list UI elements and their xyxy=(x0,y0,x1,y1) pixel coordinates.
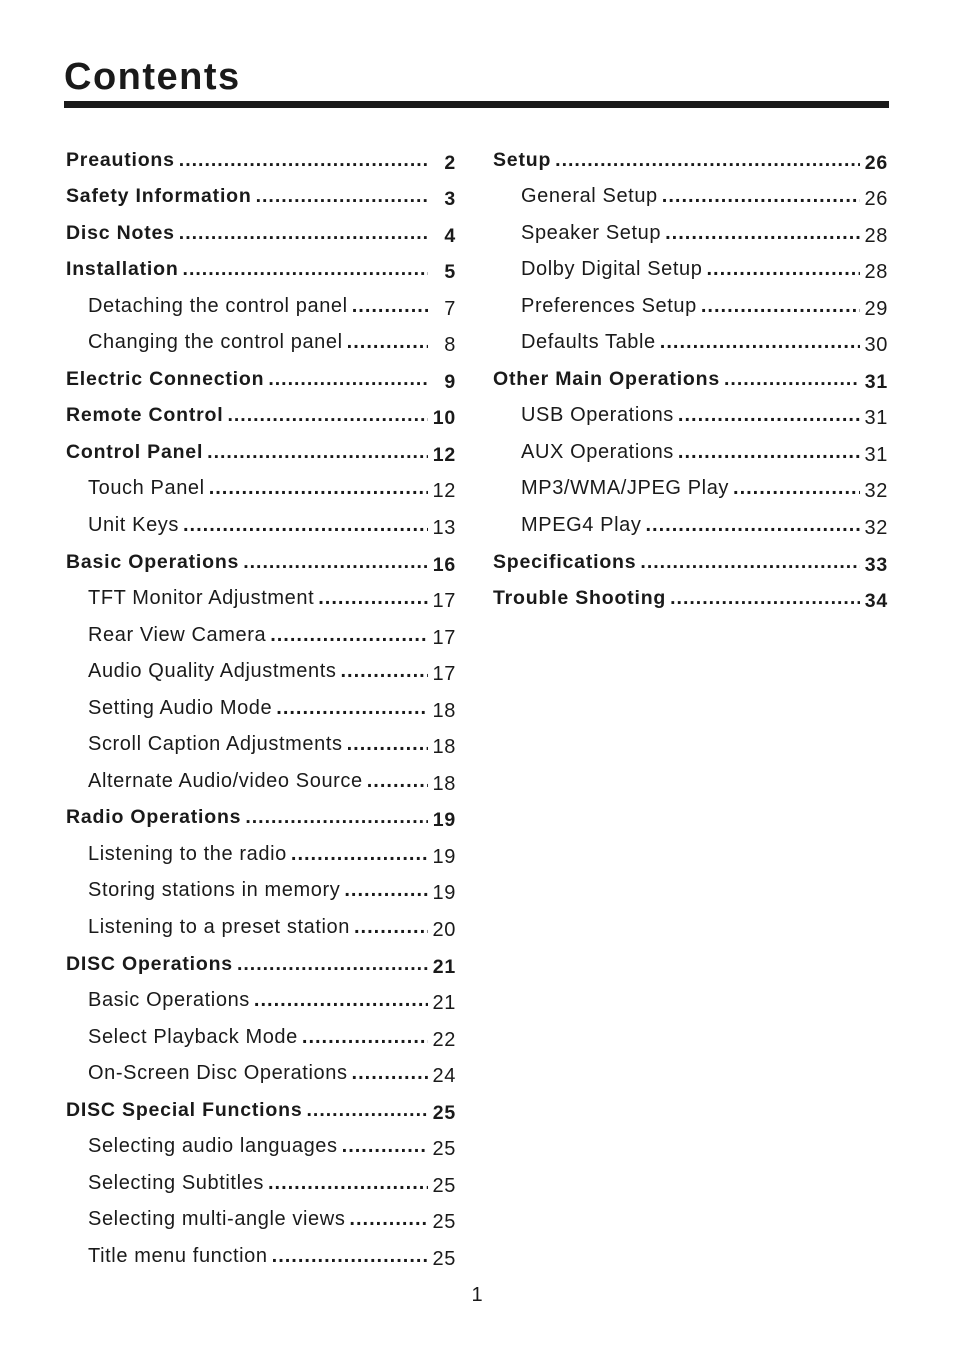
toc-entry[interactable] xyxy=(66,360,456,397)
toc-leader-dots xyxy=(272,1245,428,1268)
toc-entry[interactable] xyxy=(66,1164,456,1201)
toc-entry-label: Alternate Audio/video Source xyxy=(88,769,363,792)
toc-entry-label: Speaker Setup xyxy=(521,221,662,244)
toc-entry[interactable] xyxy=(493,251,888,288)
toc-entry-label: Defaults Table xyxy=(521,331,656,354)
toc-entry-label: Title menu function xyxy=(88,1244,268,1267)
toc-leader-dots xyxy=(227,404,428,427)
toc-leader-dots xyxy=(243,551,428,574)
toc-leader-dots xyxy=(207,441,428,464)
toc-entry[interactable] xyxy=(66,1091,456,1128)
toc-entry-page: 4 xyxy=(444,224,456,247)
page-title: Contents xyxy=(64,56,241,98)
toc-entry-page: 19 xyxy=(432,845,456,868)
toc-entry[interactable] xyxy=(493,506,888,543)
toc-entry-page: 2 xyxy=(444,151,456,174)
toc-entry[interactable] xyxy=(66,762,456,799)
toc-leader-dots xyxy=(645,514,860,537)
toc-entry-page: 21 xyxy=(432,955,456,978)
toc-leader-dots xyxy=(183,514,428,537)
toc-leader-dots xyxy=(660,331,860,354)
toc-entry-page: 34 xyxy=(864,590,888,613)
toc-leader-dots xyxy=(342,1135,428,1158)
toc-leader-dots xyxy=(344,879,428,902)
toc-entry-label: TFT Monitor Adjustment xyxy=(88,587,315,610)
toc-entry-label: Preferences Setup xyxy=(521,294,697,317)
toc-leader-dots xyxy=(183,258,428,281)
toc-leader-dots xyxy=(302,1026,428,1049)
toc-entry-label: Dolby Digital Setup xyxy=(521,258,703,281)
page-number: 1 xyxy=(471,1284,483,1306)
toc-entry-label: Selecting multi-angle views xyxy=(88,1208,346,1231)
toc-entry-label: Detaching the control panel xyxy=(88,294,348,317)
toc-entry-label: Other Main Operations xyxy=(493,367,720,390)
toc-entry-label: Storing stations in memory xyxy=(88,879,341,902)
toc-entry-page: 17 xyxy=(432,626,456,649)
toc-entry[interactable] xyxy=(66,178,456,215)
toc-entry-page: 17 xyxy=(432,663,456,686)
toc-leader-dots xyxy=(662,185,860,208)
toc-entry-label: Installation xyxy=(66,258,179,281)
toc-entry-page: 3 xyxy=(444,188,456,211)
toc-leader-dots xyxy=(179,222,428,245)
toc-entry-label: Preautions xyxy=(66,148,175,171)
toc-entry-page: 28 xyxy=(864,261,888,284)
toc-entry[interactable] xyxy=(66,945,456,982)
toc-entry[interactable] xyxy=(66,543,456,580)
toc-entry-page: 18 xyxy=(432,772,456,795)
toc-entry[interactable] xyxy=(493,287,888,324)
toc-entry-page: 31 xyxy=(864,407,888,430)
toc-leader-dots xyxy=(237,953,428,976)
toc-leader-dots xyxy=(209,477,428,500)
toc-leader-dots xyxy=(701,295,860,318)
toc-entry[interactable] xyxy=(66,506,456,543)
toc-entry-page: 30 xyxy=(864,334,888,357)
toc-entry-page: 33 xyxy=(864,553,888,576)
toc-entry-page: 18 xyxy=(432,736,456,759)
toc-entry[interactable] xyxy=(66,580,456,617)
toc-entry[interactable] xyxy=(493,141,888,178)
toc-entry[interactable] xyxy=(66,433,456,470)
toc-entry-label: DISC Special Functions xyxy=(66,1098,303,1121)
toc-entry[interactable] xyxy=(66,1128,456,1165)
toc-entry[interactable] xyxy=(66,1018,456,1055)
toc-entry-page: 31 xyxy=(864,443,888,466)
toc-leader-dots xyxy=(347,733,428,756)
toc-leader-dots xyxy=(306,1099,428,1122)
toc-entry-label: Radio Operations xyxy=(66,806,242,829)
toc-entry[interactable] xyxy=(66,214,456,251)
toc-entry-label: Electric Connection xyxy=(66,367,265,390)
toc-leader-dots xyxy=(678,441,860,464)
toc-leader-dots xyxy=(318,587,428,610)
toc-leader-dots xyxy=(268,368,428,391)
toc-entry[interactable] xyxy=(66,324,456,361)
toc-entry[interactable] xyxy=(66,1055,456,1092)
toc-entry-page: 28 xyxy=(864,224,888,247)
toc-leader-dots xyxy=(340,660,428,683)
toc-entry[interactable] xyxy=(66,689,456,726)
toc-entry-label: Setup xyxy=(493,148,552,171)
toc-entry-page: 25 xyxy=(432,1174,456,1197)
toc-leader-dots xyxy=(256,185,428,208)
toc-entry-page: 21 xyxy=(432,992,456,1015)
toc-entry-page: 7 xyxy=(444,297,456,320)
toc-entry-page: 5 xyxy=(444,261,456,284)
toc-entry-label: Unit Keys xyxy=(88,514,179,537)
toc-entry[interactable] xyxy=(493,324,888,361)
toc-entry-label: Scroll Caption Adjustments xyxy=(88,733,343,756)
toc-entry[interactable] xyxy=(493,543,888,580)
toc-leader-dots xyxy=(254,989,428,1012)
toc-leader-dots xyxy=(670,587,860,610)
toc-leader-dots xyxy=(347,331,428,354)
toc-entry[interactable] xyxy=(493,360,888,397)
toc-entry-page: 25 xyxy=(432,1101,456,1124)
toc-leader-dots xyxy=(678,404,860,427)
toc-entry-label: Listening to a preset station xyxy=(88,916,350,939)
toc-entry-label: Disc Notes xyxy=(66,221,175,244)
toc-entry-page: 19 xyxy=(432,809,456,832)
toc-entry-page: 18 xyxy=(432,699,456,722)
toc-entry-page: 25 xyxy=(432,1138,456,1161)
toc-entry-page: 9 xyxy=(444,370,456,393)
toc-entry-label: AUX Operations xyxy=(521,440,674,463)
toc-entry[interactable] xyxy=(66,1201,456,1238)
toc-entry[interactable] xyxy=(493,214,888,251)
toc-entry[interactable] xyxy=(66,470,456,507)
toc-entry-page: 13 xyxy=(432,517,456,540)
toc-leader-dots xyxy=(354,916,428,939)
toc-leader-dots xyxy=(245,806,428,829)
toc-entry-label: Setting Audio Mode xyxy=(88,696,273,719)
toc-entry[interactable] xyxy=(493,433,888,470)
toc-entry-page: 19 xyxy=(432,882,456,905)
toc-leader-dots xyxy=(268,1172,428,1195)
toc-entry[interactable] xyxy=(66,653,456,690)
toc-left-column xyxy=(66,141,456,1274)
toc-entry[interactable] xyxy=(493,470,888,507)
toc-entry-label: General Setup xyxy=(521,185,658,208)
toc-leader-dots xyxy=(291,843,428,866)
toc-entry-label: Rear View Camera xyxy=(88,623,267,646)
toc-leader-dots xyxy=(179,149,428,172)
toc-entry-label: Touch Panel xyxy=(88,477,205,500)
toc-entry-label: Specifications xyxy=(493,550,637,573)
toc-entry[interactable] xyxy=(66,1237,456,1274)
toc-entry-label: MP3/WMA/JPEG Play xyxy=(521,477,730,500)
toc-leader-dots xyxy=(349,1208,428,1231)
toc-leader-dots xyxy=(555,149,860,172)
toc-entry-label: DISC Operations xyxy=(66,952,233,975)
toc-leader-dots xyxy=(707,258,861,281)
toc-leader-dots xyxy=(352,295,428,318)
toc-entry-label: MPEG4 Play xyxy=(521,514,642,537)
toc-entry-page: 26 xyxy=(864,188,888,211)
toc-entry-page: 25 xyxy=(432,1211,456,1234)
title-divider xyxy=(64,101,889,108)
toc-entry-label: Selecting audio languages xyxy=(88,1135,338,1158)
toc-leader-dots xyxy=(276,697,428,720)
toc-entry-page: 25 xyxy=(432,1247,456,1270)
toc-entry[interactable] xyxy=(66,982,456,1019)
toc-entry-label: Basic Operations xyxy=(66,550,240,573)
toc-entry[interactable] xyxy=(493,397,888,434)
toc-entry[interactable] xyxy=(66,397,456,434)
toc-entry[interactable] xyxy=(493,580,888,617)
toc-entry[interactable] xyxy=(66,251,456,288)
toc-entry[interactable] xyxy=(66,835,456,872)
toc-leader-dots xyxy=(640,551,860,574)
toc-entry-page: 8 xyxy=(444,334,456,357)
toc-entry[interactable] xyxy=(66,908,456,945)
toc-leader-dots xyxy=(665,222,860,245)
toc-leader-dots xyxy=(367,770,428,793)
toc-entry-page: 16 xyxy=(432,553,456,576)
toc-entry[interactable] xyxy=(66,141,456,178)
toc-entry[interactable] xyxy=(66,616,456,653)
toc-entry-label: Basic Operations xyxy=(88,989,250,1012)
toc-entry-page: 22 xyxy=(432,1028,456,1051)
toc-entry-label: Control Panel xyxy=(66,440,204,463)
toc-entry-page: 32 xyxy=(864,517,888,540)
toc-entry-label: Selecting Subtitles xyxy=(88,1171,264,1194)
toc-leader-dots xyxy=(733,477,860,500)
toc-entry-page: 10 xyxy=(432,407,456,430)
toc-leader-dots xyxy=(352,1062,428,1085)
toc-right-column xyxy=(493,141,888,616)
toc-entry-label: Changing the control panel xyxy=(88,331,343,354)
toc-entry-page: 31 xyxy=(864,370,888,393)
toc-entry-page: 24 xyxy=(432,1065,456,1088)
toc-leader-dots xyxy=(270,624,428,647)
toc-entry-page: 26 xyxy=(864,151,888,174)
toc-leader-dots xyxy=(724,368,860,391)
toc-entry-label: Select Playback Mode xyxy=(88,1025,298,1048)
toc-entry-page: 29 xyxy=(864,297,888,320)
toc-entry[interactable] xyxy=(66,287,456,324)
toc-entry-page: 20 xyxy=(432,919,456,942)
toc-entry[interactable] xyxy=(66,726,456,763)
toc-entry-label: USB Operations xyxy=(521,404,674,427)
toc-entry-label: Listening to the radio xyxy=(88,842,287,865)
toc-entry-label: Safety Information xyxy=(66,185,252,208)
toc-entry-label: On-Screen Disc Operations xyxy=(88,1062,348,1085)
toc-entry-label: Audio Quality Adjustments xyxy=(88,660,337,683)
toc-entry-label: Remote Control xyxy=(66,404,224,427)
toc-entry[interactable] xyxy=(66,872,456,909)
toc-entry[interactable] xyxy=(493,178,888,215)
toc-entry-page: 12 xyxy=(432,443,456,466)
toc-entry-page: 32 xyxy=(864,480,888,503)
toc-entry[interactable] xyxy=(66,799,456,836)
toc-entry-label: Trouble Shooting xyxy=(493,587,667,610)
toc-entry-page: 12 xyxy=(432,480,456,503)
toc-entry-page: 17 xyxy=(432,590,456,613)
